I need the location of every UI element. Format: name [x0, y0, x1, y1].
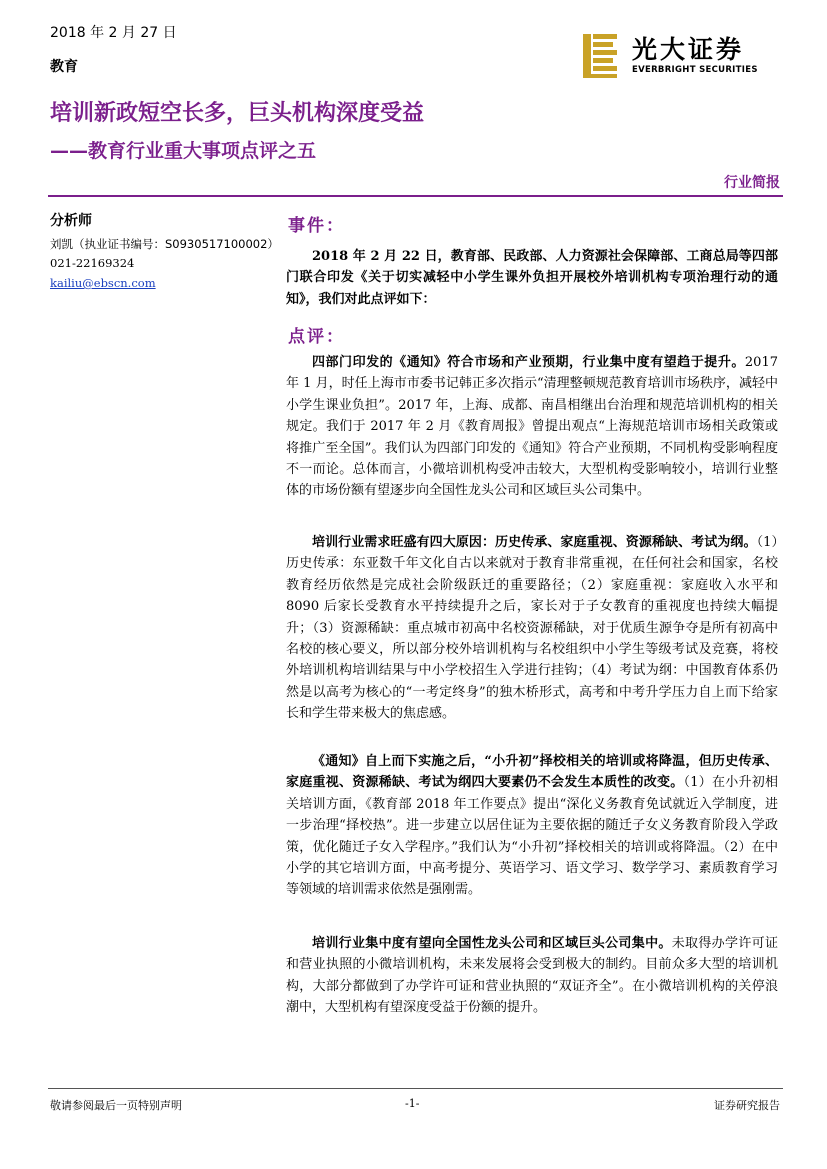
- report-subtitle: ——教育行业重大事项点评之五: [50, 140, 317, 162]
- comment-paragraph: [286, 352, 778, 502]
- paragraph-lead: 培训行业集中度有望向全国性龙头公司和区域巨头公司集中。: [312, 936, 672, 951]
- header-divider: [48, 195, 783, 197]
- analyst-phone: 021-22169324: [50, 256, 135, 270]
- footer-disclaimer: 敬请参阅最后一页特别声明: [50, 1099, 182, 1112]
- footer-report-label: 证券研究报告: [714, 1099, 780, 1112]
- comment-heading: 点评：: [288, 327, 345, 347]
- logo-english-name: EVERBRIGHT SECURITIES: [632, 65, 758, 75]
- paragraph-lead: 四部门印发的《通知》符合市场和产业预期，行业集中度有望趋于提升。: [312, 355, 745, 370]
- logo-mark-icon: [583, 30, 623, 80]
- report-title: 培训新政短空长多，巨头机构深度受益: [50, 101, 425, 126]
- comment-paragraph: [286, 933, 778, 1019]
- event-heading: 事件：: [288, 216, 345, 236]
- analyst-name: 刘凯（执业证书编号：S0930517100002）: [50, 237, 279, 251]
- comment-paragraph: [286, 532, 778, 725]
- paragraph-body: 2017 年 1 月，时任上海市市委书记韩正多次指示“清理整顿规范教育培训市场秩序，减轻中小学生课业负担”。2017 年，上海、成都、南昌相继出台治理和规范培训机构的相关规定。我们于 2017 年 2 月《教育周报》曾提出观点“上海规范培训市场相关政策或将推广至全国”。我们认为四部门印发的《通知》符合产业预期，不同机构受影响程度不一而论。总体而言，小微培训机构受冲击较大，大型机构受影响较小，培训行业整体的市场份额有望逐步向全国性龙头公司和区域巨头公司集中。: [286, 355, 778, 499]
- report-date: 2018 年 2 月 27 日: [50, 25, 177, 41]
- industry-label: 教育: [50, 59, 78, 75]
- page-number: -1-: [405, 1097, 420, 1110]
- paragraph-body: （1）历史传承：东亚数千年文化自古以来就对于教育非常重视，在任何社会和国家，名校教育经历依然是完成社会阶级跃迁的重要路径；（2）家庭重视：家庭收入水平和 8090 后家长受教育水平持续提升之后，家长对于子女教育的重视度也持续大幅提升；（3）资源稀缺：重点城市初高中名校资源稀缺，对于优质生源争夺是所有初高中名校的核心要义，所以部分校外培训机构与名校组织中小学生等级考试及竞赛，将校外培训机构培训结果与中小学校招生入学进行挂钩；（4）考试为纲：中国教育体系仍然是以高考为核心的“一考定终身”的独木桥形式，高考和中考升学压力自上而下给家长和学生带来极大的焦虑感。: [286, 535, 778, 722]
- paragraph-body: （1）在小升初相关培训方面，《教育部 2018 年工作要点》提出“深化义务教育免试就近入学制度，进一步治理“择校热”。进一步建立以居住证为主要依据的随迁子女义务教育阶段入学政策，优化随迁子女入学程序。”我们认为“小升初”择校相关的培训或将降温。（2）在中小学的其它培训方面，中高考提分、英语学习、语文学习、数学学习、素质教育学习等领域的培训需求依然是强刚需。: [286, 775, 778, 898]
- comment-paragraph: [286, 751, 778, 901]
- analyst-label: 分析师: [50, 213, 92, 229]
- paragraph-lead: 《通知》自上而下实施之后，“小升初”择校相关的培训或将降温，但历史传承、家庭重视、资源稀缺、考试为纲四大要素仍不会发生本质性的改变。: [286, 754, 778, 791]
- footer-divider: [48, 1088, 783, 1089]
- report-type-label: 行业简报: [724, 175, 780, 191]
- event-text: 2018 年 2 月 22 日，教育部、民政部、人力资源社会保障部、工商总局等四部门联合印发《关于切实减轻中小学生课外负担开展校外培训机构专项治理行动的通知》，我们对此点评如下：: [286, 249, 778, 307]
- analyst-email-link[interactable]: kailiu@ebscn.com: [50, 276, 156, 290]
- paragraph-body: 未取得办学许可证和营业执照的小微培训机构，未来发展将会受到极大的制约。目前众多大型的培训机构，大部分都做到了办学许可证和营业执照的“双证齐全”。在小微培训机构的关停浪潮中，大型机构有望深度受益于份额的提升。: [286, 936, 778, 1016]
- paragraph-lead: 培训行业需求旺盛有四大原因：历史传承、家庭重视、资源稀缺、考试为纲。: [312, 535, 757, 550]
- logo-chinese-name: 光大证券: [632, 35, 745, 64]
